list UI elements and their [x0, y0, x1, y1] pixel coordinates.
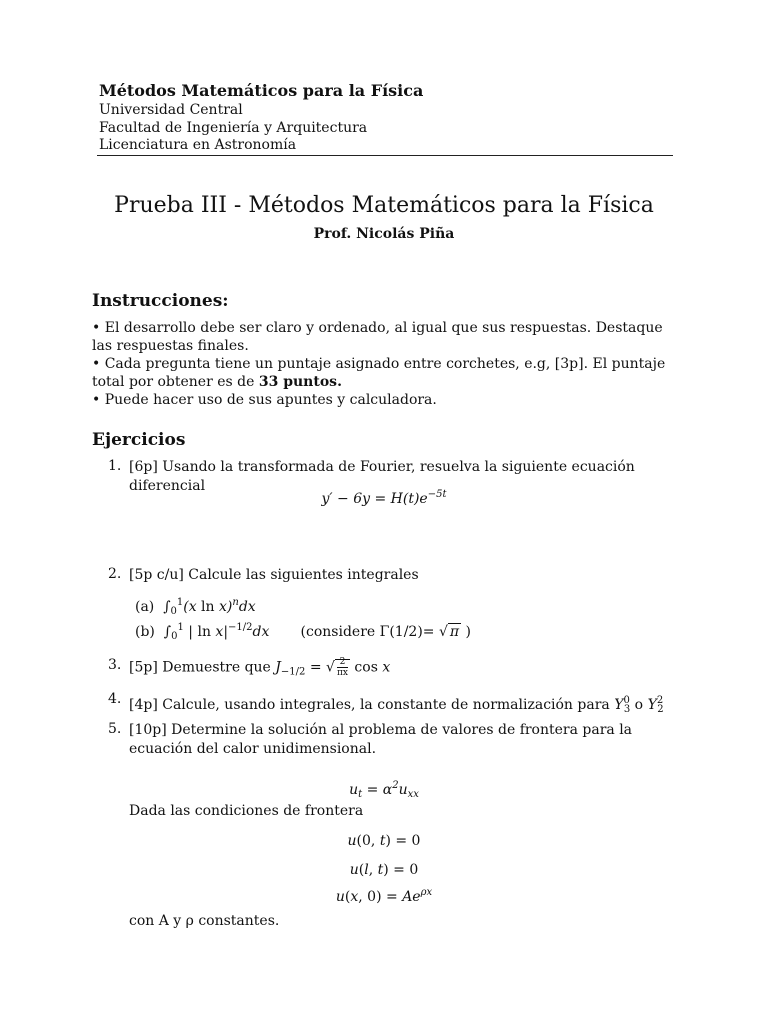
exercises-heading: Ejercicios	[92, 430, 186, 450]
exercise-1-equation: $y' - 6y = H(t)e^{-5t}$	[321, 489, 447, 507]
program-name: Licenciatura en Astronomía	[99, 137, 297, 153]
exercise-2-text: [5p c/u] Calcule las siguientes integrales	[129, 567, 419, 583]
exercise-1-text: [6p] Usando la transformada de Fourier, resuelva la siguiente ecuación diferencial	[129, 459, 635, 494]
initial-condition: u(x, $0) = Ae^{\rho x}$	[335, 887, 433, 905]
faculty-name: Facultad de Ingeniería y Arquitectura	[99, 120, 368, 136]
university-name: Universidad Central	[99, 102, 243, 118]
exercise-5-text: [10p] Determine la solución al problema de valores de frontera para la ecuación del calor unidimensional.	[129, 722, 633, 757]
exercise-number: 5.	[108, 721, 122, 737]
professor-name: Prof. Nicolás Piña	[313, 226, 455, 242]
total-points: 33 puntos	[258, 374, 338, 390]
boundary-condition-2: u(l, t) = 0	[349, 862, 419, 878]
closing-note: con A y ρ constantes.	[129, 913, 280, 929]
document-title: Prueba III - Métodos Matemáticos para la Física	[114, 193, 654, 218]
exercise-3: [5p] Demuestre que $J_{-1/2}$ = √ $\frac{2}{\pi x}$ cos x	[129, 657, 391, 678]
instructions-heading: Instrucciones:	[92, 291, 229, 311]
exercise-4: [4p] Calcule, usando integrales, la constante de normalización para $Y^0_3$ o $Y^2_2$	[129, 695, 664, 715]
instruction-item: • Cada pregunta tiene un puntaje asignado entre corchetes, e.g, [3p]. El puntaje total por obtener es de 33 puntos.	[92, 356, 666, 390]
exercise-number: 1.	[108, 458, 122, 474]
instruction-item: • El desarrollo debe ser claro y ordenado, al igual que sus respuestas. Destaque las respuestas finales.	[92, 320, 663, 354]
header-rule	[97, 155, 673, 156]
exercise-number: 2.	[108, 566, 122, 582]
heat-equation: $u_t = \alpha^2u_{xx}$	[349, 780, 419, 800]
boundary-intro: Dada las condiciones de frontera	[129, 803, 364, 819]
instruction-item: • Puede hacer uso de sus apuntes y calculadora.	[92, 392, 437, 408]
instructions-list	[92, 319, 677, 409]
exercise-2b: (b) $\int_0^1$ | $\ln x|^{-1/2}dx$ (considere Γ(1/2)= √ π )	[135, 622, 472, 642]
exercise-number: 4.	[108, 691, 122, 707]
course-title: Métodos Matemáticos para la Física	[99, 81, 424, 100]
exercise-number: 3.	[108, 657, 122, 673]
exercise-2a: (a) $\int_0^1(x$ ln x)$^n$dx	[135, 597, 256, 617]
boundary-condition-1: u(0, t) = 0	[347, 833, 421, 849]
